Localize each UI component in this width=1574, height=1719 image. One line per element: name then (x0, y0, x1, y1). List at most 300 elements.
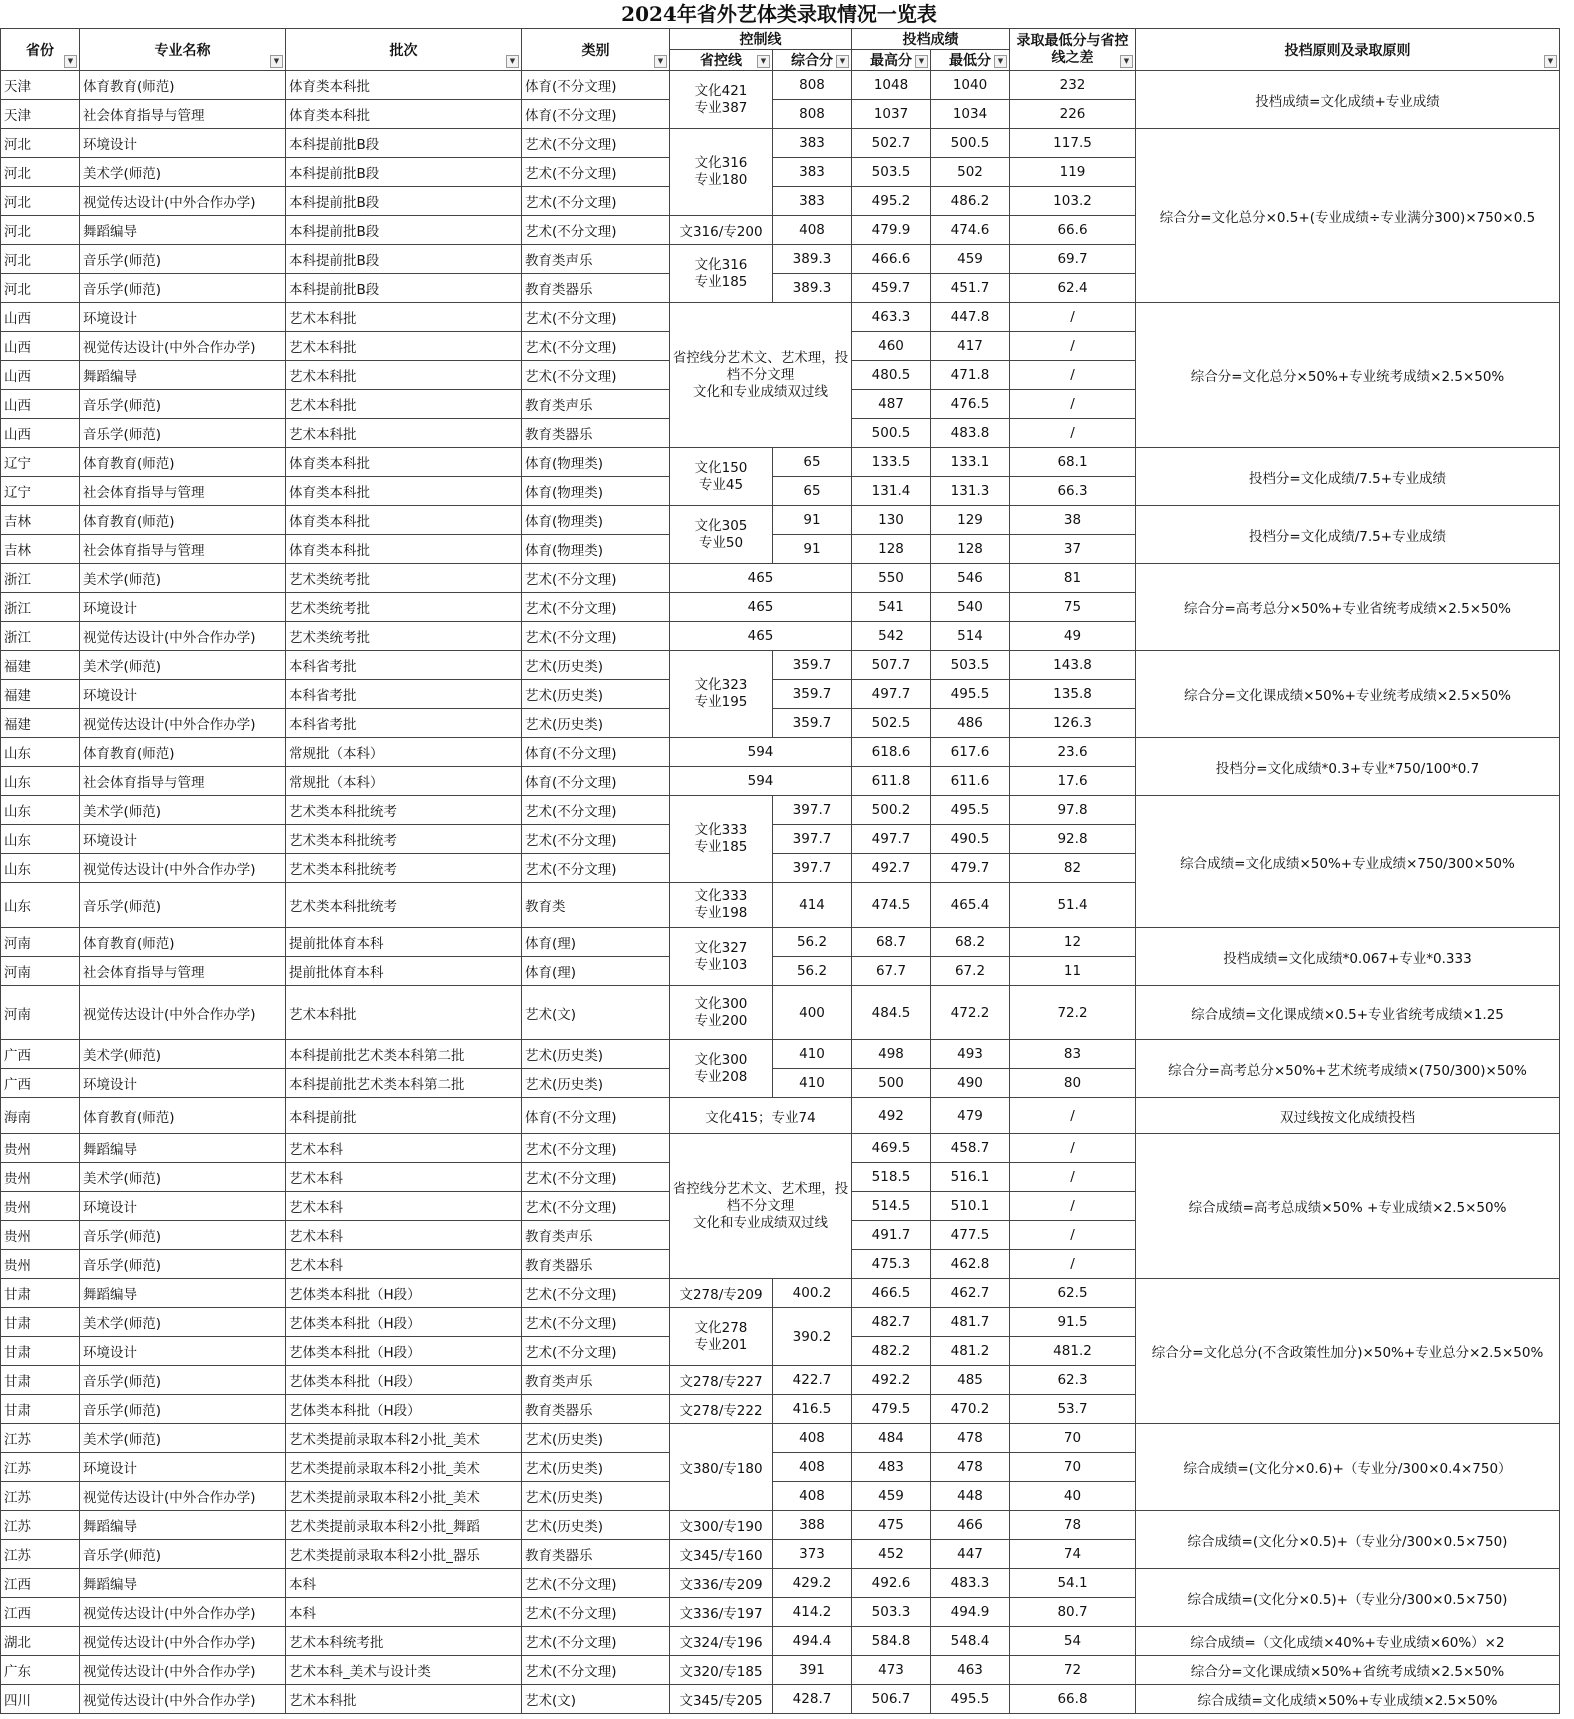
table-cell[interactable]: 教育类器乐 (522, 1250, 670, 1279)
table-cell[interactable]: 河北 (1, 274, 80, 303)
dropdown-filter-icon[interactable]: ▼ (1120, 55, 1133, 68)
table-cell[interactable]: 综合成绩=文化课成绩×0.5+专业省统考成绩×1.25 (1136, 986, 1560, 1040)
table-cell[interactable]: 江苏 (1, 1540, 80, 1569)
table-cell[interactable]: 艺术(不分文理) (522, 564, 670, 593)
table-cell[interactable]: 环境设计 (80, 129, 286, 158)
table-cell[interactable]: 81 (1010, 564, 1136, 593)
table-cell[interactable]: 艺体类本科批（H段） (286, 1337, 522, 1366)
table-cell[interactable]: 艺术类统考批 (286, 564, 522, 593)
table-cell[interactable]: 542 (852, 622, 931, 651)
table-cell[interactable]: 浙江 (1, 564, 80, 593)
table-cell[interactable]: 环境设计 (80, 680, 286, 709)
table-cell[interactable]: 艺术(不分文理) (522, 796, 670, 825)
table-cell[interactable]: 472.2 (931, 986, 1010, 1040)
table-cell[interactable]: 492.6 (852, 1569, 931, 1598)
table-cell[interactable]: 文345/专205 (670, 1685, 773, 1714)
header-category[interactable]: 类别 ▼ (522, 29, 670, 71)
table-cell[interactable]: 艺术类本科批统考 (286, 796, 522, 825)
table-cell[interactable]: 本科 (286, 1569, 522, 1598)
table-cell[interactable]: 江苏 (1, 1424, 80, 1453)
table-cell[interactable]: 音乐学(师范) (80, 245, 286, 274)
table-cell[interactable]: 408 (773, 216, 852, 245)
table-cell[interactable]: 484.5 (852, 986, 931, 1040)
table-cell[interactable]: 548.4 (931, 1627, 1010, 1656)
table-cell[interactable]: 500.2 (852, 796, 931, 825)
table-cell[interactable]: 音乐学(师范) (80, 419, 286, 448)
table-cell[interactable]: 486.2 (931, 187, 1010, 216)
table-cell[interactable]: 383 (773, 187, 852, 216)
header-diff[interactable]: 录取最低分与省控线之差 ▼ (1010, 29, 1136, 71)
table-cell[interactable]: 文化333 专业198 (670, 883, 773, 928)
table-cell[interactable]: 艺术(历史类) (522, 1040, 670, 1069)
table-cell[interactable]: 74 (1010, 1540, 1136, 1569)
table-cell[interactable]: 本科提前批B段 (286, 129, 522, 158)
table-cell[interactable]: 艺术(历史类) (522, 1069, 670, 1098)
table-cell[interactable]: 天津 (1, 71, 80, 100)
table-cell[interactable]: 综合分=高考总分×50%+专业省统考成绩×2.5×50% (1136, 564, 1560, 651)
table-cell[interactable]: / (1010, 390, 1136, 419)
table-cell[interactable]: 山东 (1, 854, 80, 883)
table-cell[interactable]: 体育教育(师范) (80, 506, 286, 535)
table-cell[interactable]: 408 (773, 1482, 852, 1511)
table-cell[interactable]: 音乐学(师范) (80, 1250, 286, 1279)
table-cell[interactable]: 音乐学(师范) (80, 1395, 286, 1424)
table-cell[interactable]: 462.7 (931, 1279, 1010, 1308)
table-cell[interactable]: 502.7 (852, 129, 931, 158)
table-cell[interactable]: 河北 (1, 158, 80, 187)
table-cell[interactable]: 文336/专197 (670, 1598, 773, 1627)
table-cell[interactable]: 美术学(师范) (80, 651, 286, 680)
table-cell[interactable]: 129 (931, 506, 1010, 535)
table-cell[interactable]: 甘肃 (1, 1337, 80, 1366)
table-cell[interactable]: 500.5 (852, 419, 931, 448)
table-cell[interactable]: 51.4 (1010, 883, 1136, 928)
table-cell[interactable]: 综合成绩=高考总成绩×50% +专业成绩×2.5×50% (1136, 1134, 1560, 1279)
table-cell[interactable]: 综合成绩=(文化分×0.6)+（专业分/300×0.4×750） (1136, 1424, 1560, 1511)
dropdown-filter-icon[interactable]: ▼ (1544, 55, 1557, 68)
table-cell[interactable]: 综合成绩=(文化分×0.5)+（专业分/300×0.5×750) (1136, 1511, 1560, 1569)
table-cell[interactable]: 75 (1010, 593, 1136, 622)
table-cell[interactable]: 388 (773, 1511, 852, 1540)
table-cell[interactable]: 艺术本科批 (286, 419, 522, 448)
table-cell[interactable]: 体育教育(师范) (80, 1098, 286, 1134)
table-cell[interactable]: 艺术(不分文理) (522, 216, 670, 245)
table-cell[interactable]: 河南 (1, 957, 80, 986)
table-cell[interactable]: 综合分=文化课成绩×50%+省统考成绩×2.5×50% (1136, 1656, 1560, 1685)
table-cell[interactable]: 文化316 专业185 (670, 245, 773, 303)
table-cell[interactable]: 山西 (1, 361, 80, 390)
table-cell[interactable]: 河北 (1, 129, 80, 158)
table-cell[interactable]: 471.8 (931, 361, 1010, 390)
table-cell[interactable]: 艺术(不分文理) (522, 1627, 670, 1656)
table-cell[interactable]: 体育(物理类) (522, 535, 670, 564)
table-cell[interactable]: 497.7 (852, 825, 931, 854)
table-cell[interactable]: 514.5 (852, 1192, 931, 1221)
table-cell[interactable]: 山东 (1, 767, 80, 796)
table-cell[interactable]: 91 (773, 506, 852, 535)
table-cell[interactable]: 福建 (1, 709, 80, 738)
table-cell[interactable]: 艺术(不分文理) (522, 1308, 670, 1337)
table-cell[interactable]: 艺术类提前录取本科2小批_美术 (286, 1424, 522, 1453)
table-cell[interactable]: 艺术本科 (286, 1250, 522, 1279)
table-cell[interactable]: 艺术类本科批统考 (286, 883, 522, 928)
table-cell[interactable]: 503.5 (931, 651, 1010, 680)
table-cell[interactable]: 艺术(不分文理) (522, 1569, 670, 1598)
table-cell[interactable]: 贵州 (1, 1134, 80, 1163)
table-cell[interactable]: / (1010, 1192, 1136, 1221)
table-cell[interactable]: 艺术(不分文理) (522, 303, 670, 332)
table-cell[interactable]: 503.3 (852, 1598, 931, 1627)
table-cell[interactable]: 483 (852, 1453, 931, 1482)
table-cell[interactable]: 艺术(历史类) (522, 1511, 670, 1540)
table-cell[interactable]: 艺术(不分文理) (522, 361, 670, 390)
table-cell[interactable]: 艺术(历史类) (522, 680, 670, 709)
table-cell[interactable]: 359.7 (773, 709, 852, 738)
table-cell[interactable]: 体育类本科批 (286, 71, 522, 100)
table-cell[interactable]: 甘肃 (1, 1366, 80, 1395)
table-cell[interactable]: 美术学(师范) (80, 1308, 286, 1337)
table-cell[interactable]: 478 (931, 1453, 1010, 1482)
table-cell[interactable]: 福建 (1, 651, 80, 680)
table-cell[interactable]: 体育类本科批 (286, 477, 522, 506)
table-cell[interactable]: 艺术(不分文理) (522, 622, 670, 651)
table-cell[interactable]: 投档分=文化成绩/7.5+专业成绩 (1136, 506, 1560, 564)
table-cell[interactable]: 艺术类提前录取本科2小批_美术 (286, 1453, 522, 1482)
table-cell[interactable]: 56.2 (773, 957, 852, 986)
table-cell[interactable]: 本科省考批 (286, 709, 522, 738)
table-cell[interactable]: 视觉传达设计(中外合作办学) (80, 854, 286, 883)
table-cell[interactable]: 文化421 专业387 (670, 71, 773, 129)
table-cell[interactable]: 文278/专209 (670, 1279, 773, 1308)
table-cell[interactable]: 省控线分艺术文、艺术理，投档不分文理 文化和专业成绩双过线 (670, 1134, 852, 1279)
table-cell[interactable]: 本科提前批B段 (286, 158, 522, 187)
table-cell[interactable]: 美术学(师范) (80, 564, 286, 593)
table-cell[interactable]: 省控线分艺术文、艺术理，投档不分文理 文化和专业成绩双过线 (670, 303, 852, 448)
table-cell[interactable]: 本科提前批B段 (286, 245, 522, 274)
table-cell[interactable]: 视觉传达设计(中外合作办学) (80, 1482, 286, 1511)
table-cell[interactable]: / (1010, 303, 1136, 332)
table-cell[interactable]: 视觉传达设计(中外合作办学) (80, 1685, 286, 1714)
table-cell[interactable]: 音乐学(师范) (80, 390, 286, 419)
table-cell[interactable]: 397.7 (773, 825, 852, 854)
table-cell[interactable]: 516.1 (931, 1163, 1010, 1192)
table-cell[interactable]: 391 (773, 1656, 852, 1685)
table-cell[interactable]: 119 (1010, 158, 1136, 187)
table-cell[interactable]: 体育类本科批 (286, 100, 522, 129)
table-cell[interactable]: 80 (1010, 1069, 1136, 1098)
table-cell[interactable]: 452 (852, 1540, 931, 1569)
table-cell[interactable]: 448 (931, 1482, 1010, 1511)
table-cell[interactable]: 艺术类提前录取本科2小批_器乐 (286, 1540, 522, 1569)
table-cell[interactable]: 500 (852, 1069, 931, 1098)
table-cell[interactable]: 495.5 (931, 796, 1010, 825)
dropdown-filter-icon[interactable]: ▼ (836, 55, 849, 68)
table-cell[interactable]: 12 (1010, 928, 1136, 957)
table-cell[interactable]: 480.5 (852, 361, 931, 390)
table-cell[interactable]: 文化333 专业185 (670, 796, 773, 883)
table-cell[interactable]: 493 (931, 1040, 1010, 1069)
table-cell[interactable]: 469.5 (852, 1134, 931, 1163)
table-cell[interactable]: 山西 (1, 303, 80, 332)
table-cell[interactable]: 491.7 (852, 1221, 931, 1250)
table-cell[interactable]: 视觉传达设计(中外合作办学) (80, 709, 286, 738)
header-principle[interactable]: 投档原则及录取原则 ▼ (1136, 29, 1560, 71)
table-cell[interactable]: 92.8 (1010, 825, 1136, 854)
table-cell[interactable]: 400 (773, 986, 852, 1040)
table-cell[interactable]: 475 (852, 1511, 931, 1540)
table-cell[interactable]: 133.5 (852, 448, 931, 477)
table-cell[interactable]: / (1010, 1163, 1136, 1192)
table-cell[interactable]: 594 (670, 738, 852, 767)
table-cell[interactable]: 美术学(师范) (80, 1163, 286, 1192)
table-cell[interactable]: 舞蹈编导 (80, 1134, 286, 1163)
table-cell[interactable]: 山西 (1, 390, 80, 419)
table-cell[interactable]: 艺术本科批 (286, 1685, 522, 1714)
table-cell[interactable]: 131.3 (931, 477, 1010, 506)
table-cell[interactable]: 社会体育指导与管理 (80, 477, 286, 506)
table-cell[interactable]: 414 (773, 883, 852, 928)
table-cell[interactable]: 提前批体育本科 (286, 928, 522, 957)
table-cell[interactable]: 485 (931, 1366, 1010, 1395)
table-cell[interactable]: 体育类本科批 (286, 448, 522, 477)
table-cell[interactable]: 广西 (1, 1069, 80, 1098)
table-cell[interactable]: 23.6 (1010, 738, 1136, 767)
table-cell[interactable]: 466.6 (852, 245, 931, 274)
table-cell[interactable]: 494.4 (773, 1627, 852, 1656)
table-cell[interactable]: 贵州 (1, 1221, 80, 1250)
table-cell[interactable]: 226 (1010, 100, 1136, 129)
table-cell[interactable]: 艺术(历史类) (522, 1482, 670, 1511)
table-cell[interactable]: 486 (931, 709, 1010, 738)
table-cell[interactable]: 艺术本科 (286, 1221, 522, 1250)
table-cell[interactable]: 浙江 (1, 593, 80, 622)
table-cell[interactable]: 投档成绩=文化成绩*0.067+专业*0.333 (1136, 928, 1560, 986)
table-cell[interactable]: 艺体类本科批（H段） (286, 1279, 522, 1308)
table-cell[interactable]: 463.3 (852, 303, 931, 332)
table-cell[interactable]: 510.1 (931, 1192, 1010, 1221)
table-cell[interactable]: 397.7 (773, 854, 852, 883)
table-cell[interactable]: 66.6 (1010, 216, 1136, 245)
table-cell[interactable]: 143.8 (1010, 651, 1136, 680)
table-cell[interactable]: 体育(物理类) (522, 506, 670, 535)
table-cell[interactable]: 72 (1010, 1656, 1136, 1685)
table-cell[interactable]: 艺术本科统考批 (286, 1627, 522, 1656)
dropdown-filter-icon[interactable]: ▼ (64, 55, 77, 68)
table-cell[interactable]: 体育(不分文理) (522, 1098, 670, 1134)
table-cell[interactable]: 518.5 (852, 1163, 931, 1192)
table-cell[interactable]: 吉林 (1, 535, 80, 564)
table-cell[interactable]: 503.5 (852, 158, 931, 187)
table-cell[interactable]: 教育类声乐 (522, 390, 670, 419)
table-cell[interactable]: 双过线按文化成绩投档 (1136, 1098, 1560, 1134)
table-cell[interactable]: 体育(不分文理) (522, 767, 670, 796)
header-major[interactable]: 专业名称 ▼ (80, 29, 286, 71)
table-cell[interactable]: 410 (773, 1069, 852, 1098)
table-cell[interactable]: 艺术(不分文理) (522, 1337, 670, 1366)
table-cell[interactable]: 475.3 (852, 1250, 931, 1279)
table-cell[interactable]: 502 (931, 158, 1010, 187)
table-cell[interactable]: 艺体类本科批（H段） (286, 1395, 522, 1424)
table-cell[interactable]: 体育(理) (522, 957, 670, 986)
table-cell[interactable]: 视觉传达设计(中外合作办学) (80, 1656, 286, 1685)
table-cell[interactable]: 投档分=文化成绩*0.3+专业*750/100*0.7 (1136, 738, 1560, 796)
table-cell[interactable]: 584.8 (852, 1627, 931, 1656)
table-cell[interactable]: 社会体育指导与管理 (80, 535, 286, 564)
table-cell[interactable]: 135.8 (1010, 680, 1136, 709)
table-cell[interactable]: 福建 (1, 680, 80, 709)
dropdown-filter-icon[interactable]: ▼ (915, 55, 928, 68)
table-cell[interactable]: 教育类 (522, 883, 670, 928)
table-cell[interactable]: 484 (852, 1424, 931, 1453)
table-cell[interactable]: 社会体育指导与管理 (80, 767, 286, 796)
table-cell[interactable]: 1037 (852, 100, 931, 129)
table-cell[interactable]: 贵州 (1, 1163, 80, 1192)
table-cell[interactable]: 江苏 (1, 1453, 80, 1482)
table-cell[interactable]: 文380/专180 (670, 1424, 773, 1511)
table-cell[interactable]: 546 (931, 564, 1010, 593)
table-cell[interactable]: 490 (931, 1069, 1010, 1098)
table-cell[interactable]: 本科提前批B段 (286, 216, 522, 245)
table-cell[interactable]: 373 (773, 1540, 852, 1569)
table-cell[interactable]: 103.2 (1010, 187, 1136, 216)
dropdown-filter-icon[interactable]: ▼ (994, 55, 1007, 68)
table-cell[interactable]: 山东 (1, 738, 80, 767)
table-cell[interactable]: 山西 (1, 419, 80, 448)
table-cell[interactable]: 体育类本科批 (286, 535, 522, 564)
table-cell[interactable]: 447.8 (931, 303, 1010, 332)
header-composite-line[interactable]: 综合分 ▼ (773, 50, 852, 71)
table-cell[interactable]: 97.8 (1010, 796, 1136, 825)
table-cell[interactable]: 474.6 (931, 216, 1010, 245)
table-cell[interactable]: 492 (852, 1098, 931, 1134)
table-cell[interactable]: 音乐学(师范) (80, 1366, 286, 1395)
table-cell[interactable]: 65 (773, 448, 852, 477)
table-cell[interactable]: 艺术(历史类) (522, 651, 670, 680)
dropdown-filter-icon[interactable]: ▼ (757, 55, 770, 68)
table-cell[interactable]: 400.2 (773, 1279, 852, 1308)
table-cell[interactable]: 117.5 (1010, 129, 1136, 158)
table-cell[interactable]: 体育(物理类) (522, 448, 670, 477)
table-cell[interactable]: 466.5 (852, 1279, 931, 1308)
table-cell[interactable]: 艺术(不分文理) (522, 1192, 670, 1221)
table-cell[interactable]: 389.3 (773, 245, 852, 274)
table-cell[interactable]: 429.2 (773, 1569, 852, 1598)
table-cell[interactable]: 艺术本科 (286, 1163, 522, 1192)
header-max[interactable]: 最高分 ▼ (852, 50, 931, 71)
table-cell[interactable]: 618.6 (852, 738, 931, 767)
table-cell[interactable]: 507.7 (852, 651, 931, 680)
table-cell[interactable]: 舞蹈编导 (80, 216, 286, 245)
table-cell[interactable]: 397.7 (773, 796, 852, 825)
table-cell[interactable]: 河南 (1, 928, 80, 957)
table-cell[interactable]: 69.7 (1010, 245, 1136, 274)
table-cell[interactable]: 417 (931, 332, 1010, 361)
table-cell[interactable]: 617.6 (931, 738, 1010, 767)
table-cell[interactable]: 66.8 (1010, 1685, 1136, 1714)
table-cell[interactable]: 文345/专160 (670, 1540, 773, 1569)
table-cell[interactable]: 479.7 (931, 854, 1010, 883)
table-cell[interactable]: 62.3 (1010, 1366, 1136, 1395)
table-cell[interactable]: 40 (1010, 1482, 1136, 1511)
table-cell[interactable]: 492.2 (852, 1366, 931, 1395)
table-cell[interactable]: 808 (773, 100, 852, 129)
table-cell[interactable]: 教育类器乐 (522, 419, 670, 448)
table-cell[interactable]: 459 (931, 245, 1010, 274)
table-cell[interactable]: 68.2 (931, 928, 1010, 957)
table-cell[interactable]: 四川 (1, 1685, 80, 1714)
table-cell[interactable]: 498 (852, 1040, 931, 1069)
table-cell[interactable]: 教育类器乐 (522, 1540, 670, 1569)
table-cell[interactable]: 479.5 (852, 1395, 931, 1424)
table-cell[interactable]: 62.4 (1010, 274, 1136, 303)
table-cell[interactable]: 江西 (1, 1598, 80, 1627)
table-cell[interactable]: 投档分=文化成绩/7.5+专业成绩 (1136, 448, 1560, 506)
table-cell[interactable]: 68.7 (852, 928, 931, 957)
table-cell[interactable]: 视觉传达设计(中外合作办学) (80, 1627, 286, 1656)
table-cell[interactable]: 37 (1010, 535, 1136, 564)
table-cell[interactable]: 390.2 (773, 1308, 852, 1366)
table-cell[interactable]: 408 (773, 1453, 852, 1482)
table-cell[interactable]: 383 (773, 129, 852, 158)
table-cell[interactable]: 465 (670, 564, 852, 593)
table-cell[interactable]: 提前批体育本科 (286, 957, 522, 986)
table-cell[interactable]: 教育类器乐 (522, 274, 670, 303)
table-cell[interactable]: 483.8 (931, 419, 1010, 448)
table-cell[interactable]: 447 (931, 1540, 1010, 1569)
table-cell[interactable]: 吉林 (1, 506, 80, 535)
table-cell[interactable]: 文化415；专业74 (670, 1098, 852, 1134)
table-cell[interactable]: 天津 (1, 100, 80, 129)
table-cell[interactable]: 383 (773, 158, 852, 187)
table-cell[interactable]: 130 (852, 506, 931, 535)
header-min[interactable]: 最低分 ▼ (931, 50, 1010, 71)
table-cell[interactable]: 贵州 (1, 1192, 80, 1221)
table-cell[interactable]: 常规批（本科） (286, 767, 522, 796)
table-cell[interactable]: 教育类声乐 (522, 245, 670, 274)
table-cell[interactable]: 艺术(文) (522, 1685, 670, 1714)
table-cell[interactable]: 67.7 (852, 957, 931, 986)
table-cell[interactable]: 414.2 (773, 1598, 852, 1627)
table-cell[interactable]: 视觉传达设计(中外合作办学) (80, 332, 286, 361)
table-cell[interactable]: 本科提前批艺术类本科第二批 (286, 1040, 522, 1069)
table-cell[interactable]: 体育(不分文理) (522, 71, 670, 100)
table-cell[interactable]: 128 (852, 535, 931, 564)
table-cell[interactable]: 文336/专209 (670, 1569, 773, 1598)
table-cell[interactable]: 17.6 (1010, 767, 1136, 796)
table-cell[interactable]: 465 (670, 593, 852, 622)
table-cell[interactable]: 河北 (1, 187, 80, 216)
table-cell[interactable]: 481.2 (931, 1337, 1010, 1366)
table-cell[interactable]: 江西 (1, 1569, 80, 1598)
table-cell[interactable]: 艺术(不分文理) (522, 158, 670, 187)
table-cell[interactable]: 477.5 (931, 1221, 1010, 1250)
table-cell[interactable]: 66.3 (1010, 477, 1136, 506)
table-cell[interactable]: / (1010, 1221, 1136, 1250)
table-cell[interactable]: 体育教育(师范) (80, 448, 286, 477)
table-cell[interactable]: 艺术(不分文理) (522, 1163, 670, 1192)
table-cell[interactable]: 410 (773, 1040, 852, 1069)
table-cell[interactable]: 教育类声乐 (522, 1366, 670, 1395)
table-cell[interactable]: 甘肃 (1, 1279, 80, 1308)
table-cell[interactable]: 611.6 (931, 767, 1010, 796)
table-cell[interactable]: 艺术(历史类) (522, 709, 670, 738)
table-cell[interactable]: 465.4 (931, 883, 1010, 928)
table-cell[interactable]: 艺术类提前录取本科2小批_美术 (286, 1482, 522, 1511)
header-batch[interactable]: 批次 ▼ (286, 29, 522, 71)
table-cell[interactable]: 1034 (931, 100, 1010, 129)
table-cell[interactable]: 艺术(文) (522, 986, 670, 1040)
header-provincial-line[interactable]: 省控线 ▼ (670, 50, 773, 71)
